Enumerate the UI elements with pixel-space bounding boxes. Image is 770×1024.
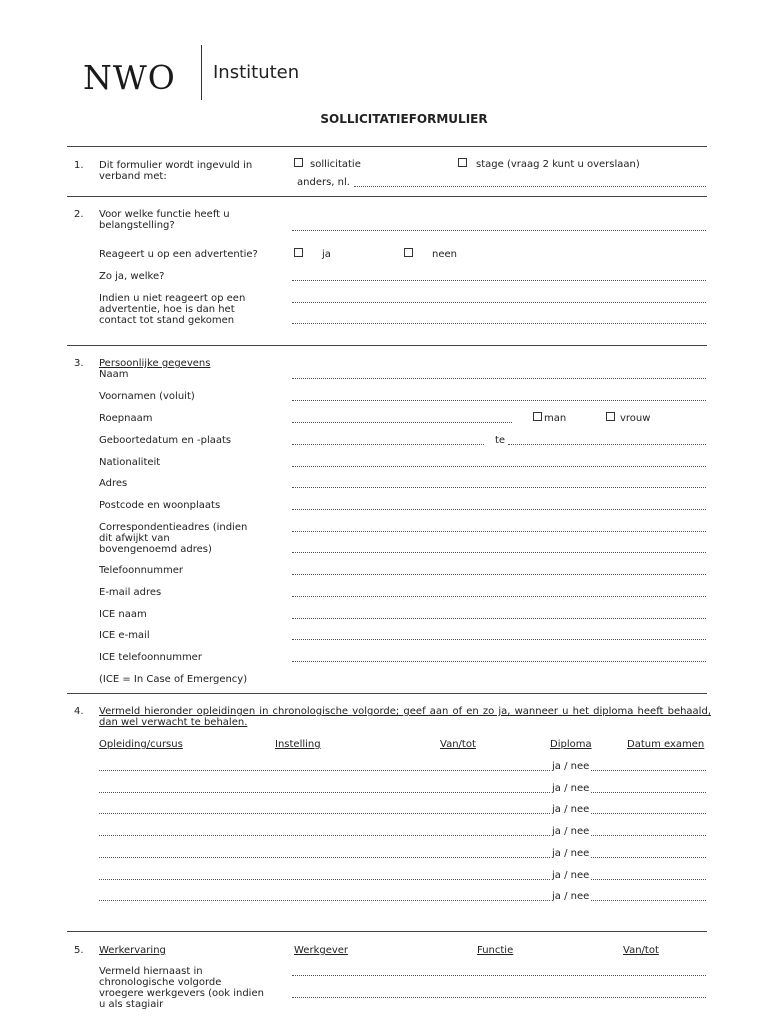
diploma-yes-no: ja / nee bbox=[552, 826, 590, 838]
nationality-label: Nationaliteit bbox=[99, 457, 161, 468]
logo-divider bbox=[201, 45, 202, 100]
stage-label: stage (vraag 2 kunt u overslaan) bbox=[476, 159, 640, 170]
first-names-field[interactable] bbox=[292, 400, 706, 401]
section-heading: Persoonlijke gegevens bbox=[99, 358, 211, 369]
nationality-field[interactable] bbox=[292, 466, 706, 467]
email-label: E-mail adres bbox=[99, 587, 162, 598]
education-row-field[interactable] bbox=[99, 879, 706, 880]
logo-subtitle: Instituten bbox=[213, 62, 300, 83]
education-intro: Vermeld hieronder opleidingen in chronologische volgorde; geef aan of en zo ja, wanneer u het diploma heeft behaald, dan wel verwacht te behalen. bbox=[99, 706, 711, 728]
email-field[interactable] bbox=[292, 596, 706, 597]
sollicitatie-checkbox[interactable] bbox=[294, 158, 303, 167]
ice-name-label: ICE naam bbox=[99, 609, 147, 620]
postcode-field[interactable] bbox=[292, 509, 706, 510]
contact-field-2[interactable] bbox=[292, 323, 706, 324]
ice-phone-label: ICE telefoonnummer bbox=[99, 652, 202, 663]
work-field-2[interactable] bbox=[292, 997, 706, 998]
yes-label: ja bbox=[322, 249, 331, 260]
divider bbox=[67, 693, 707, 694]
section-heading: Werkervaring bbox=[99, 945, 166, 956]
ice-email-field[interactable] bbox=[292, 639, 706, 640]
ice-note: (ICE = In Case of Emergency) bbox=[99, 674, 248, 685]
advertisement-label: Reageert u op een advertentie? bbox=[99, 249, 258, 260]
address-field[interactable] bbox=[292, 487, 706, 488]
divider bbox=[67, 345, 707, 346]
first-names-label: Voornamen (voluit) bbox=[99, 391, 195, 402]
phone-field[interactable] bbox=[292, 574, 706, 575]
ice-phone-field[interactable] bbox=[292, 661, 706, 662]
work-field-1[interactable] bbox=[292, 975, 706, 976]
te-label: te bbox=[495, 435, 506, 446]
education-row-field[interactable] bbox=[99, 900, 706, 901]
other-label: anders, nl. bbox=[297, 177, 350, 188]
col-course: Opleiding/cursus bbox=[99, 739, 183, 750]
nwo-logo: NWO bbox=[83, 58, 176, 97]
corr-address-label: Correspondentieadres (indien dit afwijkt van bovengenoemd adres) bbox=[99, 522, 248, 555]
section-number: 2. bbox=[74, 209, 84, 220]
col-institution: Instelling bbox=[275, 739, 321, 750]
section-number: 5. bbox=[74, 945, 84, 956]
address-label: Adres bbox=[99, 478, 128, 489]
section-number: 4. bbox=[74, 706, 84, 717]
call-name-field[interactable] bbox=[292, 422, 512, 423]
birth-place-field[interactable] bbox=[508, 444, 706, 445]
name-label: Naam bbox=[99, 369, 129, 380]
no-label: neen bbox=[432, 249, 457, 260]
man-label: man bbox=[544, 413, 567, 424]
col-diploma: Diploma bbox=[550, 739, 592, 750]
col-work-period: Van/tot bbox=[623, 945, 659, 956]
contact-label: Indien u niet reageert op een advertentie, hoe is dan het contact tot stand gekomen bbox=[99, 293, 246, 326]
function-field[interactable] bbox=[292, 230, 706, 231]
divider bbox=[67, 196, 707, 197]
col-period: Van/tot bbox=[440, 739, 476, 750]
col-function: Functie bbox=[477, 945, 514, 956]
diploma-yes-no: ja / nee bbox=[552, 847, 590, 859]
education-row-field[interactable] bbox=[99, 835, 706, 836]
corr-address-field-2[interactable] bbox=[292, 552, 706, 553]
which-label: Zo ja, welke? bbox=[99, 271, 165, 282]
divider bbox=[67, 146, 707, 147]
birth-label: Geboortedatum en -plaats bbox=[99, 435, 232, 446]
corr-address-field-1[interactable] bbox=[292, 531, 706, 532]
function-label: Voor welke functie heeft u belangstelling? bbox=[99, 209, 230, 231]
name-field[interactable] bbox=[292, 378, 706, 379]
other-field[interactable] bbox=[354, 186, 706, 187]
diploma-yes-no: ja / nee bbox=[552, 804, 590, 816]
postcode-label: Postcode en woonplaats bbox=[99, 500, 221, 511]
diploma-yes-no: ja / nee bbox=[552, 891, 590, 903]
question-label: Dit formulier wordt ingevuld in verband met: bbox=[99, 160, 253, 182]
education-row-field[interactable] bbox=[99, 770, 706, 771]
section-number: 1. bbox=[74, 160, 84, 171]
diploma-yes-no: ja / nee bbox=[552, 782, 590, 794]
page-title: SOLLICITATIEFORMULIER bbox=[320, 112, 488, 126]
education-row-field[interactable] bbox=[99, 857, 706, 858]
education-row-field[interactable] bbox=[99, 813, 706, 814]
diploma-yes-no: ja / nee bbox=[552, 761, 590, 772]
work-intro: Vermeld hiernaast in chronologische volgorde vroegere werkgevers (ook indien u als stagiair bbox=[99, 966, 264, 1010]
section-number: 3. bbox=[74, 358, 84, 369]
contact-field-1[interactable] bbox=[292, 302, 706, 303]
no-checkbox[interactable] bbox=[404, 248, 413, 257]
col-exam-date: Datum examen bbox=[627, 739, 705, 750]
col-employer: Werkgever bbox=[294, 945, 349, 956]
woman-label: vrouw bbox=[620, 413, 651, 424]
education-row-field[interactable] bbox=[99, 792, 706, 793]
woman-checkbox[interactable] bbox=[606, 412, 615, 421]
ice-email-label: ICE e-mail bbox=[99, 630, 150, 641]
yes-checkbox[interactable] bbox=[294, 248, 303, 257]
stage-checkbox[interactable] bbox=[458, 158, 467, 167]
divider bbox=[67, 931, 707, 932]
sollicitatie-label: sollicitatie bbox=[310, 159, 361, 170]
man-checkbox[interactable] bbox=[533, 412, 542, 421]
call-name-label: Roepnaam bbox=[99, 413, 153, 424]
diploma-yes-no: ja / nee bbox=[552, 869, 590, 881]
which-field[interactable] bbox=[292, 280, 706, 281]
phone-label: Telefoonnummer bbox=[99, 565, 184, 576]
ice-name-field[interactable] bbox=[292, 618, 706, 619]
birth-date-field[interactable] bbox=[292, 444, 484, 445]
